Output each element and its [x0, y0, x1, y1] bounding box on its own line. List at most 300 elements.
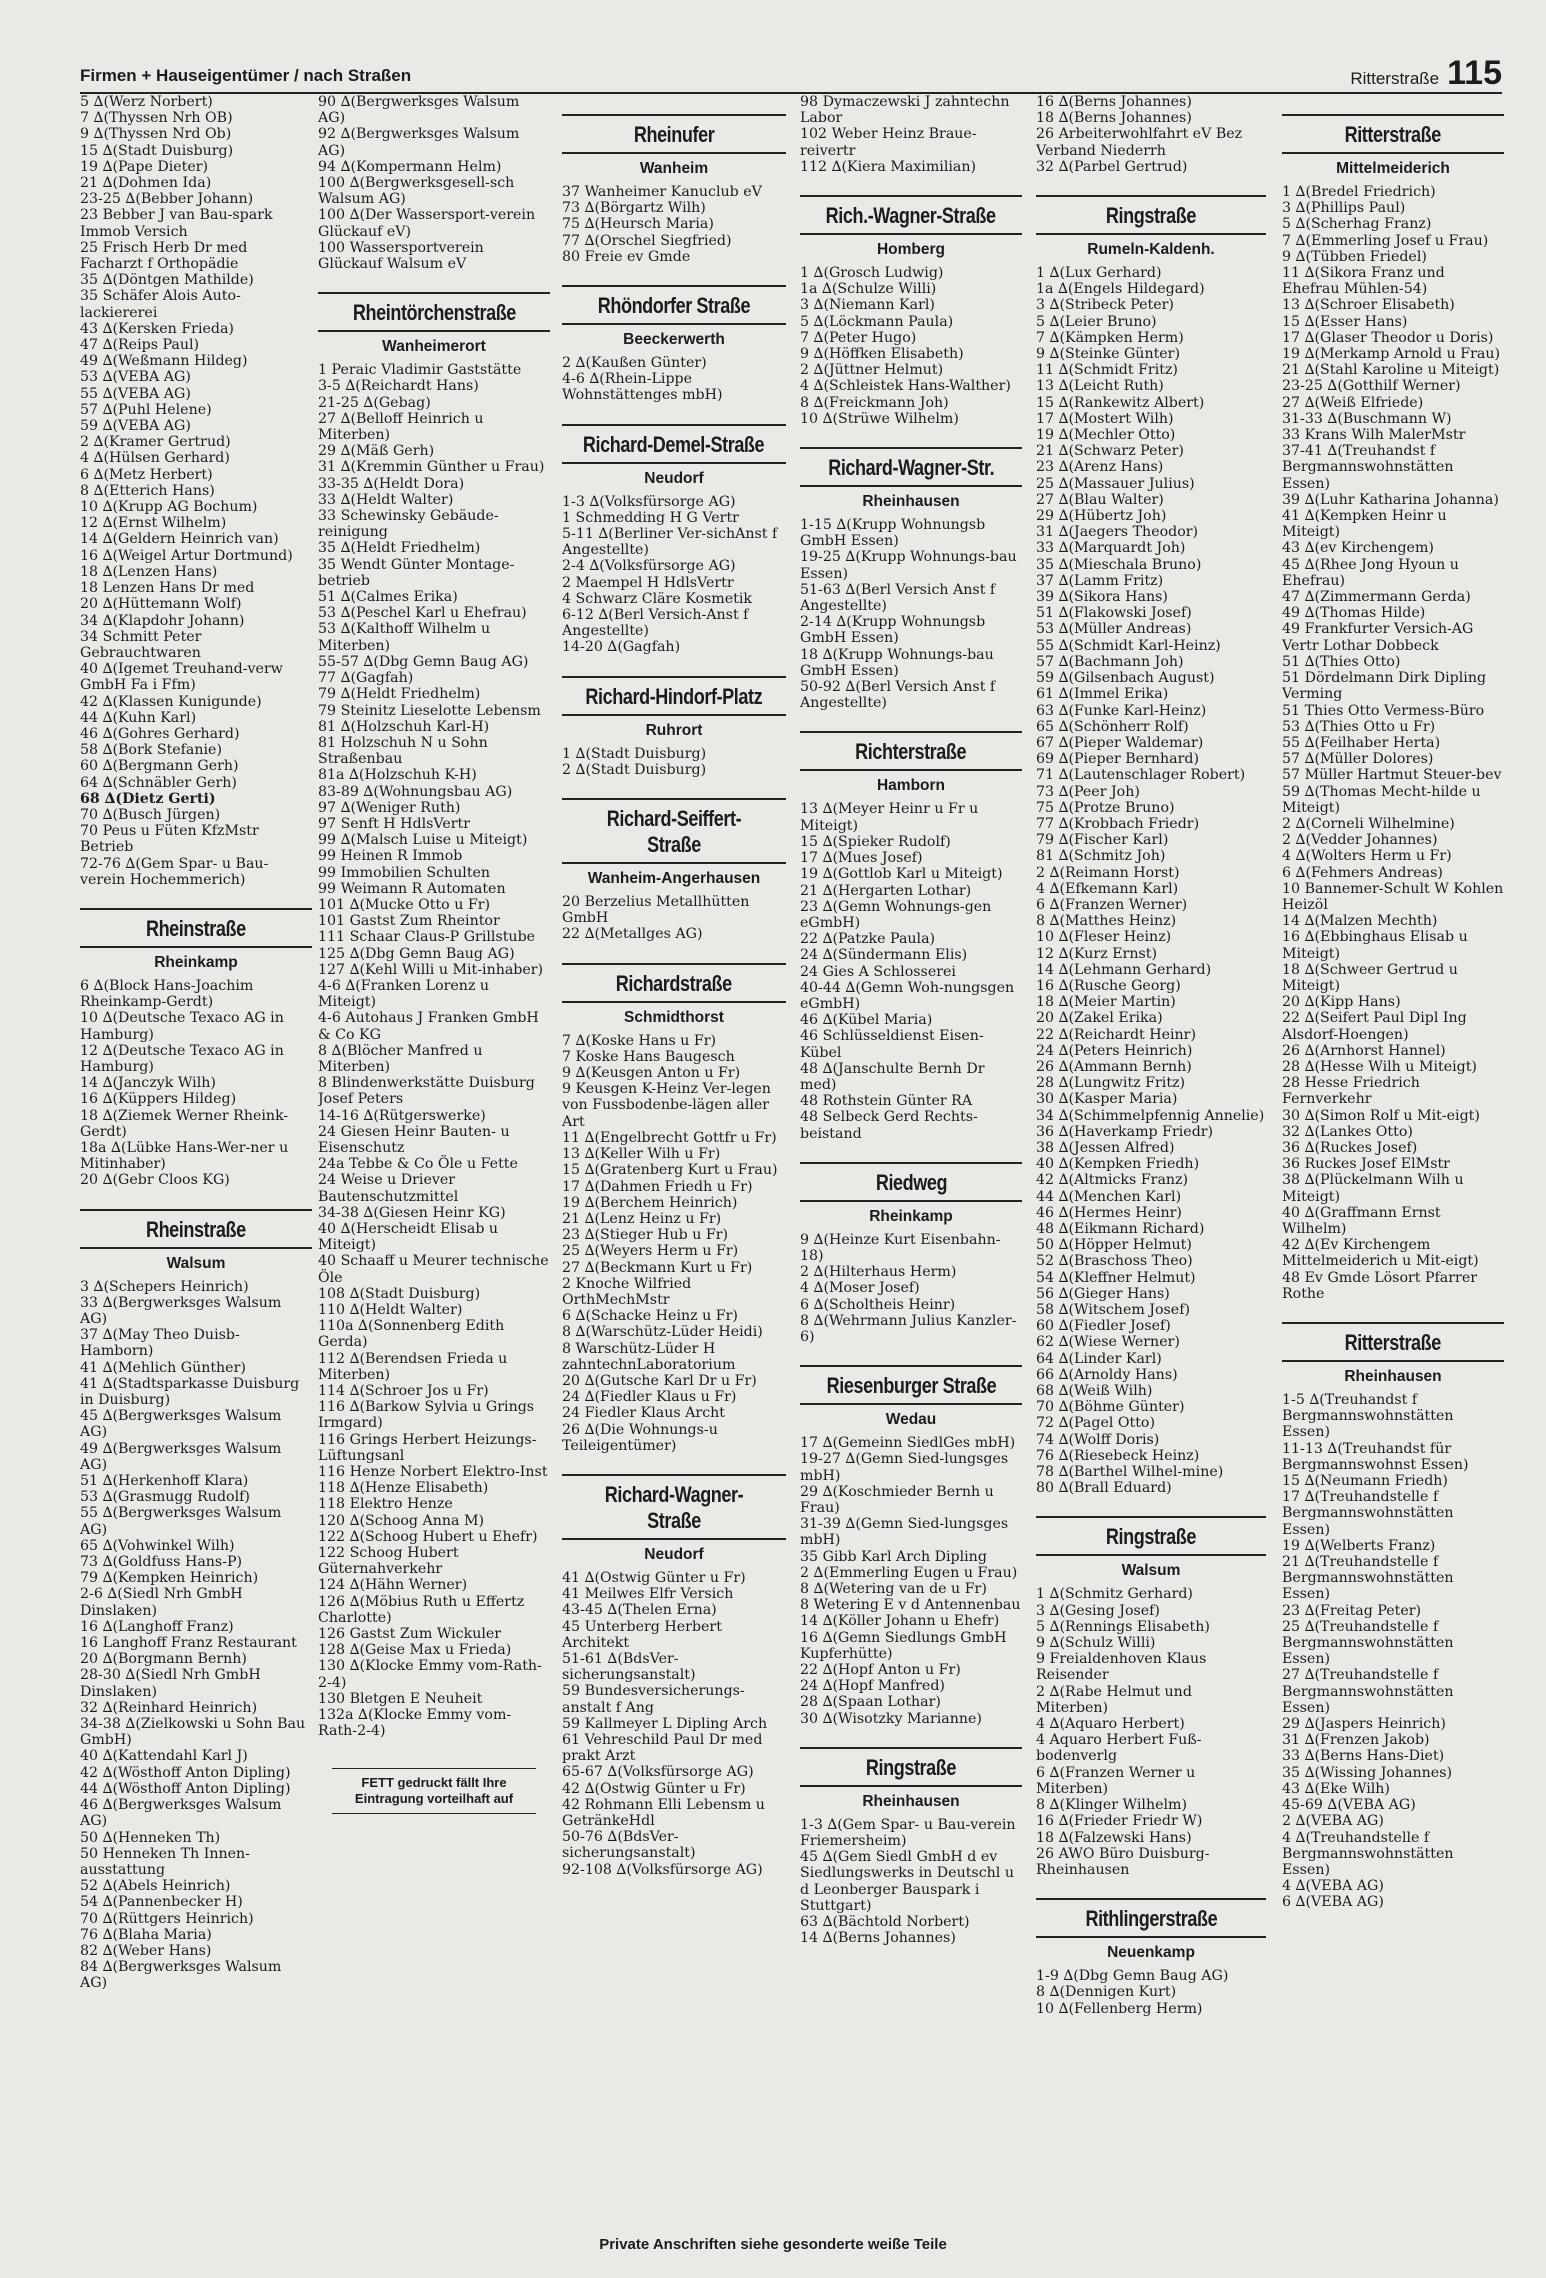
directory-entry: 41 ∆(Mehlich Günther): [80, 1359, 246, 1376]
street-heading: [562, 676, 786, 716]
directory-entry: 9 ∆(Thyssen Nrd Ob): [80, 126, 232, 143]
directory-entry: 19 ∆(Pape Dieter): [80, 158, 209, 175]
directory-entry: 55 ∆(Bergwerksges Walsum AG): [80, 1505, 282, 1538]
directory-entry: 30 ∆(Wisotzky Marianne): [800, 1710, 982, 1727]
directory-entry: 77 ∆(Gagfah): [318, 670, 414, 687]
directory-entry: 48 ∆(Eikmann Richard): [1036, 1221, 1205, 1237]
directory-entry: 132a ∆(Klocke Emmy vom-Rath-2-4): [318, 1707, 512, 1740]
district-heading: Neuenkamp: [1107, 1944, 1195, 1962]
directory-entry: 19-25 ∆(Krupp Wohnungs-bau Essen): [800, 549, 1017, 582]
directory-entry: 61 ∆(Immel Erika): [1036, 686, 1169, 703]
street-heading: [1036, 1898, 1266, 1938]
street-heading: [800, 731, 1022, 771]
district-heading: Walsum: [166, 1254, 226, 1272]
directory-entry: 37 Wanheimer Kanuclub eV: [562, 184, 762, 200]
directory-entry: 30 ∆(Kasper Maria): [1036, 1091, 1178, 1108]
directory-entry: 12 ∆(Deutsche Texaco AG in Hamburg): [80, 1042, 284, 1075]
directory-entry: 70 ∆(Rüttgers Heinrich): [80, 1910, 254, 1927]
directory-entry: 40-44 ∆(Gemn Woh-nungsgen eGmbH): [800, 979, 1015, 1012]
directory-entry: 55 ∆(Feilhaber Herta): [1282, 734, 1441, 751]
directory-entry: 2-14 ∆(Krupp Wohnungsb GmbH Essen): [800, 614, 986, 647]
directory-entry: 110 ∆(Heldt Walter): [318, 1302, 463, 1319]
directory-entry: 2 Knoche Wilfried OrthMechMstr: [562, 1275, 692, 1308]
directory-entry: 70 ∆(Böhme Günter): [1036, 1399, 1185, 1416]
directory-entry: 46 Schlüsseldienst Eisen-Kübel: [800, 1028, 984, 1061]
directory-entry: 21-25 ∆(Gebag): [318, 394, 431, 411]
directory-entry: 14-16 ∆(Rütgerswerke): [318, 1107, 486, 1124]
directory-entry: 80 Freie ev Gmde: [562, 248, 691, 265]
directory-entry: 45 Unterberg Herbert Architekt: [562, 1618, 722, 1651]
directory-entry: 81 ∆(Holzschuh Karl-H): [318, 718, 490, 735]
directory-entry: 53 ∆(Müller Andreas): [1036, 621, 1192, 638]
directory-entry: 116 Grings Herbert Heizungs-Lüftungsanl: [318, 1431, 537, 1464]
district-heading: Neudorf: [644, 469, 704, 487]
directory-entry: 1-15 ∆(Krupp Wohnungsb GmbH Essen): [800, 517, 986, 550]
directory-entry: 126 ∆(Möbius Ruth u Effertz Charlotte): [318, 1593, 525, 1626]
directory-entry: 16 Langhoff Franz Restaurant: [80, 1635, 297, 1652]
directory-entry: 17 ∆(Mostert Wilh): [1036, 410, 1174, 427]
directory-entry: 33 ∆(Heldt Walter): [318, 491, 454, 508]
directory-entry: 7 ∆(Kämpken Herm): [1036, 329, 1184, 346]
directory-entry: 14 ∆(Berns Johannes): [800, 1930, 956, 1947]
directory-entry: 46 ∆(Kübel Maria): [800, 1012, 933, 1029]
directory-entry: 28 ∆(Lungwitz Fritz): [1036, 1075, 1186, 1092]
directory-entry: 40 ∆(Kattendahl Karl J): [80, 1748, 248, 1765]
directory-entry: 18 ∆(Falzewski Hans): [1036, 1829, 1192, 1846]
directory-entry: 41 Meilwes Elfr Versich: [562, 1586, 734, 1603]
street-name: Ritterstraße: [1344, 1330, 1442, 1356]
district-heading: Wanheimerort: [382, 338, 486, 356]
directory-entry: 69 ∆(Pieper Bernhard): [1036, 751, 1199, 768]
directory-entry: 24 ∆(Sündermann Elis): [800, 947, 968, 964]
directory-entry: 25 ∆(Massauer Julius): [1036, 475, 1195, 492]
directory-entry: 108 ∆(Stadt Duisburg): [318, 1285, 481, 1302]
directory-entry: 1a ∆(Engels Hildegard): [1036, 281, 1205, 298]
directory-entry: 36 Ruckes Josef ElMstr: [1282, 1156, 1450, 1173]
directory-entry: 10 Bannemer-Schult W Kohlen Heizöl: [1282, 880, 1504, 913]
directory-entry: 45-69 ∆(VEBA AG): [1282, 1797, 1416, 1814]
directory-entry: 118 Elektro Henze: [318, 1496, 453, 1513]
directory-entry: 13 ∆(Meyer Heinr u Fr u Miteigt): [800, 801, 979, 834]
directory-entry: 51-63 ∆(Berl Versich Anst f Angestellte): [800, 581, 996, 615]
directory-entry: 10 ∆(Krupp AG Bochum): [80, 499, 258, 516]
directory-entry: 29 ∆(Jaspers Heinrich): [1282, 1716, 1446, 1733]
directory-entry: 81 Holzschuh N u Sohn Straßenbau: [318, 734, 488, 768]
directory-entry: 2 Maempel H HdlsVertr: [562, 574, 734, 591]
directory-entry: 28 Hesse Friedrich Fernverkehr: [1282, 1075, 1420, 1108]
directory-entry: 79 ∆(Fischer Karl): [1036, 832, 1169, 849]
directory-entry: 50 Henneken Th Innen-ausstattung: [80, 1845, 250, 1878]
directory-entry: 10 ∆(Deutsche Texaco AG in Hamburg): [80, 1010, 284, 1043]
directory-entry: 35 Schäfer Alois Auto-lackiererei: [80, 288, 241, 321]
directory-entry: 5 ∆(Leier Bruno): [1036, 313, 1157, 330]
directory-entry: 35 ∆(Wissing Johannes): [1282, 1764, 1453, 1781]
directory-entry: 2 ∆(Emmerling Eugen u Frau): [800, 1564, 1018, 1581]
directory-entry: 14 ∆(Köller Johann u Ehefr): [800, 1613, 1000, 1630]
directory-entry: 59 ∆(Thomas Mecht-hilde u Miteigt): [1282, 783, 1481, 816]
directory-entry: 23 Bebber J van Bau-spark Immob Versich: [80, 207, 273, 240]
street-name: Richard-Wagner-Str.: [828, 455, 994, 481]
street-name: Rheinstraße: [146, 1216, 246, 1242]
directory-entry: 57 ∆(Bachmann Joh): [1036, 653, 1184, 670]
directory-entry: 72 ∆(Pagel Otto): [1036, 1415, 1156, 1432]
directory-entry: 1 Peraic Vladimir Gaststätte: [318, 362, 522, 379]
directory-entry: 47 ∆(Zimmermann Gerda): [1282, 589, 1471, 606]
directory-entry: 35 Gibb Karl Arch Dipling: [800, 1548, 987, 1565]
directory-entry: 2-6 ∆(Siedl Nrh GmbH Dinslaken): [80, 1586, 243, 1619]
header-street: Ritterstraße: [1350, 69, 1440, 88]
directory-entry: 76 ∆(Riesebeck Heinz): [1036, 1447, 1200, 1464]
directory-entry: 25 ∆(Treuhandstelle f Bergmannswohnstätten Essen): [1282, 1618, 1454, 1668]
district-heading: Hamborn: [876, 777, 946, 795]
directory-entry: 37 ∆(May Theo Duisb-Hamborn): [80, 1327, 240, 1360]
directory-entry: 15 ∆(Esser Hans): [1282, 313, 1408, 330]
street-name: Rheinufer: [633, 122, 715, 147]
street-name: Ringstraße: [1105, 1524, 1197, 1550]
street-heading: [562, 424, 786, 464]
directory-entry: 6 ∆(Metz Herbert): [80, 466, 213, 483]
directory-entry: 72-76 ∆(Gem Spar- u Bau-verein Hochemmerich): [80, 855, 269, 888]
street-heading: [562, 798, 786, 864]
directory-entry: 44 ∆(Menchen Karl): [1036, 1188, 1182, 1205]
directory-entry: 100 ∆(Der Wassersport-verein Glückauf eV): [318, 207, 536, 240]
directory-entry: 51 ∆(Flakowski Josef): [1036, 605, 1192, 622]
directory-entry: 43 ∆(Eke Wilh): [1282, 1780, 1390, 1797]
district-heading: Wedau: [885, 1411, 937, 1429]
directory-entry: 16 ∆(Berns Johannes): [1036, 94, 1192, 110]
directory-entry: 1a ∆(Schulze Willi): [800, 281, 937, 298]
directory-entry: 40 ∆(Herscheidt Elisab u Miteigt): [318, 1221, 499, 1254]
directory-entry: 5 ∆(Werz Norbert): [80, 94, 213, 110]
directory-entry: 125 ∆(Dbg Gemn Baug AG): [318, 945, 515, 962]
district-heading: Walsum: [1121, 1562, 1181, 1580]
directory-entry: 22 ∆(Reichardt Heinr): [1036, 1026, 1196, 1043]
directory-entry: 4 ∆(VEBA AG): [1282, 1878, 1384, 1895]
directory-entry: 1 ∆(Bredel Friedrich): [1282, 184, 1436, 200]
directory-entry: 120 ∆(Schoog Anna M): [318, 1512, 485, 1529]
directory-entry: 50 ∆(Höpper Helmut): [1036, 1237, 1192, 1254]
column-3: [562, 94, 786, 2194]
directory-entry: 9 ∆(Höffken Elisabeth): [800, 346, 964, 363]
street-heading: [800, 1365, 1022, 1405]
directory-entry: 11 ∆(Engelbrecht Gottfr u Fr): [562, 1129, 777, 1146]
directory-entry: 62 ∆(Wiese Werner): [1036, 1334, 1180, 1351]
directory-entry: 42 ∆(Ostwig Günter u Fr): [562, 1780, 746, 1797]
header-running-title: [1350, 56, 1502, 92]
directory-entry: 54 ∆(Kleffner Helmut): [1036, 1269, 1196, 1286]
directory-entry: 94 ∆(Kompermann Helm): [318, 158, 502, 175]
directory-entry: 15 ∆(Gratenberg Kurt u Frau): [562, 1162, 778, 1179]
street-heading: [1036, 1516, 1266, 1556]
directory-entry: 8 Warschütz-Lüder H zahntechnLaboratorium: [562, 1340, 736, 1373]
street-name: Rhöndorfer Straße: [597, 293, 751, 319]
directory-entry: 64 ∆(Schnäbler Gerh): [80, 774, 237, 791]
directory-entry: 9 Keusgen K-Heinz Ver-legen von Fussbodenbe-lägen aller Art: [562, 1081, 771, 1130]
directory-entry: 99 Heinen R Immob: [318, 848, 463, 865]
street-name: Ringstraße: [1105, 203, 1197, 229]
directory-entry: 9 Freialdenhoven Klaus Reisender: [1036, 1651, 1207, 1684]
directory-entry: 32 ∆(Lankes Otto): [1282, 1123, 1413, 1140]
directory-entry: 59 ∆(Gilsenbach August): [1036, 670, 1215, 687]
directory-entry: 13 ∆(Leicht Ruth): [1036, 378, 1164, 395]
directory-entry: 3 ∆(Gesing Josef): [1036, 1602, 1160, 1619]
district-heading: Beeckerwerth: [623, 331, 725, 349]
directory-entry: 8 Blindenwerkstätte Duisburg Josef Peters: [318, 1075, 535, 1108]
directory-entry: 78 ∆(Barthel Wilhel-mine): [1036, 1464, 1224, 1481]
page-header: [80, 52, 1502, 94]
directory-entry: 5 ∆(Rennings Elisabeth): [1036, 1618, 1210, 1635]
directory-entry: 37 ∆(Lamm Fritz): [1036, 572, 1164, 589]
directory-entry: 65 ∆(Schönherr Rolf): [1036, 718, 1189, 735]
directory-entry: 122 ∆(Schoog Hubert u Ehefr): [318, 1528, 538, 1545]
district-heading: Rheinkamp: [869, 1207, 953, 1225]
directory-entry: 33-35 ∆(Heldt Dora): [318, 475, 465, 492]
directory-entry: 20 ∆(Zakel Erika): [1036, 1010, 1163, 1027]
directory-entry: 32 ∆(Reinhard Heinrich): [80, 1699, 258, 1716]
directory-entry: 124 ∆(Hähn Werner): [318, 1577, 468, 1594]
directory-entry: 18 ∆(Ziemek Werner Rheink-Gerdt): [80, 1107, 289, 1140]
directory-entry: 51 Dördelmann Dirk Dipling Verming: [1282, 670, 1487, 703]
directory-entry: 20 ∆(Kipp Hans): [1282, 994, 1401, 1011]
directory-entry: 7 ∆(Thyssen Nrh OB): [80, 110, 233, 127]
directory-entry: 8 ∆(Warschütz-Lüder Heidi): [562, 1324, 763, 1341]
directory-entry: 60 ∆(Fiedler Josef): [1036, 1318, 1171, 1335]
directory-entry: 81a ∆(Holzschuh K-H): [318, 767, 477, 784]
directory-entry: 9 ∆(Keusgen Anton u Fr): [562, 1065, 741, 1082]
directory-entry: 24 Gies A Schlosserei: [800, 963, 956, 980]
directory-entry: 8 ∆(Etterich Hans): [80, 482, 215, 499]
directory-entry: 7 ∆(Koske Hans u Fr): [562, 1032, 717, 1049]
directory-entry: 41 ∆(Kempken Heinr u Miteigt): [1282, 508, 1447, 541]
directory-entry: 49 Frankfurter Versich-AG Vertr Lothar Dobbeck: [1282, 621, 1474, 654]
directory-entry: 83-89 ∆(Wohnungsbau AG): [318, 783, 513, 800]
directory-entry: 28-30 ∆(Siedl Nrh GmbH Dinslaken): [80, 1667, 261, 1700]
directory-entry: 65-67 ∆(Volksfürsorge AG): [562, 1764, 754, 1781]
directory-entry: 40 ∆(Igemet Treuhand-verw GmbH Fa i Ffm): [80, 661, 283, 694]
directory-entry: 2 ∆(Jüttner Helmut): [800, 362, 944, 379]
directory-entry: 70 Peus u Füten KfzMstr Betrieb: [80, 823, 259, 856]
directory-entry: 33 Krans Wilh MalerMstr: [1282, 427, 1466, 444]
directory-entry: 42 ∆(Ev Kirchengem Mittelmeiderich u Mit-eigt): [1282, 1237, 1479, 1270]
directory-entry: 57 ∆(Müller Dolores): [1282, 751, 1434, 768]
directory-entry: 26 ∆(Arnhorst Hannel): [1282, 1042, 1446, 1059]
district-heading: Homberg: [876, 241, 946, 259]
directory-entry: 59 Kallmeyer L Dipling Arch: [562, 1715, 768, 1732]
district-heading: Rheinhausen: [862, 493, 960, 511]
directory-entry: 11 ∆(Schmidt Fritz): [1036, 362, 1178, 379]
street-heading: [562, 1474, 786, 1540]
directory-entry: 2 ∆(Stadt Duisburg): [562, 761, 707, 778]
directory-entry: 101 Gastst Zum Rheintor: [318, 913, 500, 930]
directory-entry: 24 ∆(Peters Heinrich): [1036, 1042, 1193, 1059]
directory-entry: 1 ∆(Schmitz Gerhard): [1036, 1586, 1193, 1603]
directory-entry: 14 ∆(Lehmann Gerhard): [1036, 961, 1212, 978]
directory-entry: 47 ∆(Reips Paul): [80, 337, 200, 354]
directory-entry: 21 ∆(Dohmen Ida): [80, 175, 212, 192]
directory-entry: 9 ∆(Steinke Günter): [1036, 346, 1180, 363]
directory-entry: 8 ∆(Blöcher Manfred u Miterben): [318, 1042, 483, 1075]
directory-entry: 130 Bletgen E Neuheit: [318, 1690, 483, 1707]
directory-entry: 21 ∆(Stahl Karoline u Miteigt): [1282, 362, 1500, 379]
directory-entry: 24 Giesen Heinr Bauten- u Eisenschutz: [318, 1123, 510, 1156]
street-heading: [1282, 1322, 1504, 1362]
street-name: Richterstraße: [855, 739, 967, 765]
directory-entry: 16 ∆(Ebbinghaus Elisab u Miteigt): [1282, 929, 1468, 962]
directory-entry: 40 Schaaff u Meurer technische Öle: [318, 1253, 549, 1286]
page-footer: Private Anschriften siehe gesonderte weiße Teile: [599, 2236, 947, 2253]
directory-entry: 9 ∆(Schulz Willi): [1036, 1635, 1156, 1652]
directory-entry: 42 ∆(Wösthoff Anton Dipling): [80, 1764, 291, 1781]
directory-entry: 126 Gastst Zum Wickuler: [318, 1626, 502, 1643]
directory-entry: 16 ∆(Weigel Artur Dortmund): [80, 547, 293, 564]
directory-entry: 31 ∆(Kremmin Günther u Frau): [318, 459, 545, 476]
directory-entry: 1 ∆(Grosch Ludwig): [800, 265, 944, 282]
directory-entry: 73 ∆(Peer Joh): [1036, 783, 1140, 800]
directory-entry: 51 Thies Otto Vermess-Büro: [1282, 702, 1485, 719]
page-number: 115: [1447, 54, 1502, 92]
directory-entry: 51 ∆(Calmes Erika): [318, 589, 458, 606]
directory-entry: 102 Weber Heinz Braue-reivertr: [800, 126, 977, 159]
directory-entry: 49 ∆(Bergwerksges Walsum AG): [80, 1440, 282, 1473]
directory-entry: 99 Weimann R Automaten: [318, 880, 506, 897]
directory-entry: 42 ∆(Altmicks Franz): [1036, 1172, 1189, 1189]
directory-entry: 100 Wassersportverein Glückauf Walsum eV: [318, 239, 484, 273]
directory-entry: 15 ∆(Stadt Duisburg): [80, 142, 234, 159]
directory-entry: 66 ∆(Arnoldy Hans): [1036, 1366, 1178, 1383]
street-heading: [318, 292, 550, 332]
directory-entry: 6 ∆(Schacke Heinz u Fr): [562, 1308, 738, 1325]
directory-entry: 14-20 ∆(Gagfah): [562, 639, 681, 656]
directory-entry: 16 ∆(Küppers Hildeg): [80, 1091, 237, 1108]
directory-entry: 79 ∆(Heldt Friedhelm): [318, 686, 481, 703]
street-heading: [800, 447, 1022, 487]
directory-entry: 68 ∆(Dietz Gerti): [80, 790, 216, 807]
directory-entry: 26 AWO Büro Duisburg-Rheinhausen: [1036, 1845, 1210, 1878]
directory-entry: 1 Schmedding H G Vertr: [562, 509, 739, 526]
directory-entry: 7 Koske Hans Baugesch: [562, 1048, 735, 1065]
directory-entry: 52 ∆(Abels Heinrich): [80, 1878, 231, 1895]
directory-entry: 6 ∆(Block Hans-Joachim Rheinkamp-Gerdt): [80, 977, 254, 1011]
directory-entry: 3 ∆(Stribeck Peter): [1036, 297, 1174, 314]
directory-entry: 18 ∆(Lenzen Hans): [80, 563, 218, 580]
directory-entry: 34 ∆(Schimmelpfennig Annelie): [1036, 1107, 1265, 1124]
directory-entry: 29 ∆(Hübertz Joh): [1036, 508, 1167, 525]
directory-entry: 5 ∆(Löckmann Paula): [800, 313, 954, 330]
directory-entry: 20 Berzelius Metallhütten GmbH: [562, 894, 750, 927]
directory-entry: 2 ∆(Reimann Horst): [1036, 864, 1180, 881]
directory-entry: 8 Wetering E v d Antennenbau: [800, 1597, 1021, 1614]
directory-entry: 4 ∆(Schleistek Hans-Walther): [800, 378, 1011, 395]
district-heading: Rumeln-Kaldenh.: [1087, 241, 1215, 259]
directory-entry: 79 Steinitz Lieselotte Lebensm: [318, 702, 541, 719]
directory-entry: 2 ∆(Vedder Johannes): [1282, 832, 1438, 849]
street-name: Richard-Hindorf-Platz: [585, 683, 763, 709]
directory-entry: 18 ∆(Schweer Gertrud u Miteigt): [1282, 961, 1458, 994]
directory-entry: 73 ∆(Börgartz Wilh): [562, 200, 706, 217]
directory-entry: 23 ∆(Arenz Hans): [1036, 459, 1164, 476]
directory-entry: 46 ∆(Bergwerksges Walsum AG): [80, 1797, 282, 1830]
directory-entry: 63 ∆(Funke Karl-Heinz): [1036, 702, 1207, 719]
directory-entry: 5-11 ∆(Berliner Ver-sichAnst f Angestellte): [562, 526, 778, 559]
directory-entry: 21 ∆(Lenz Heinz u Fr): [562, 1210, 722, 1227]
directory-entry: 38 ∆(Plückelmann Wilh u Miteigt): [1282, 1172, 1464, 1205]
directory-entry: 12 ∆(Kurz Ernst): [1036, 945, 1157, 962]
directory-entry: 51 ∆(Thies Otto): [1282, 653, 1401, 670]
directory-entry: 6 ∆(Scholtheis Heinr): [800, 1296, 956, 1313]
directory-entry: 18 Lenzen Hans Dr med: [80, 580, 255, 597]
directory-entry: 84 ∆(Bergwerksges Walsum AG): [80, 1959, 282, 1992]
directory-entry: 9 ∆(Tübben Friedel): [1282, 248, 1427, 265]
directory-entry: 20 ∆(Hüttemann Wolf): [80, 596, 242, 613]
directory-entry: 10 ∆(Fellenberg Herm): [1036, 2000, 1203, 2017]
directory-entry: 9 ∆(Heinze Kurt Eisenbahn-18): [800, 1231, 1001, 1264]
directory-entry: 23-25 ∆(Gotthilf Werner): [1282, 378, 1461, 395]
directory-entry: 127 ∆(Kehl Willi u Mit-inhaber): [318, 961, 544, 978]
directory-entry: 17 ∆(Treuhandstelle f Bergmannswohnstätten Essen): [1282, 1489, 1454, 1538]
directory-entry: 68 ∆(Weiß Wilh): [1036, 1383, 1153, 1400]
street-name: Rheinstraße: [146, 915, 246, 941]
street-heading: [1282, 114, 1504, 154]
directory-entry: 18 ∆(Krupp Wohnungs-bau GmbH Essen): [800, 646, 994, 679]
directory-entry: 4-6 ∆(Rhein-Lippe Wohnstättenges mbH): [562, 371, 723, 404]
directory-entry: 31 ∆(Frenzen Jakob): [1282, 1732, 1430, 1749]
directory-entry: 27 ∆(Weiß Elfriede): [1282, 394, 1424, 411]
directory-entry: 54 ∆(Pannenbecker H): [80, 1894, 243, 1911]
directory-entry: 70 ∆(Busch Jürgen): [80, 806, 221, 823]
street-name: Ritterstraße: [1344, 122, 1442, 147]
directory-entry: 37-41 ∆(Treuhandst f Bergmannswohnstätten Essen): [1282, 443, 1454, 492]
directory-entry: 44 ∆(Wösthoff Anton Dipling): [80, 1780, 291, 1797]
directory-entry: 51-61 ∆(BdsVer-sicherungsanstalt): [562, 1650, 696, 1684]
street-name: Richard-Wagner-Straße: [604, 1481, 744, 1533]
directory-entry: 58 ∆(Witschem Josef): [1036, 1302, 1190, 1319]
directory-entry: 10 ∆(Fleser Heinz): [1036, 929, 1172, 946]
directory-entry: 74 ∆(Wolff Doris): [1036, 1431, 1160, 1448]
directory-entry: 30 ∆(Simon Rolf u Mit-eigt): [1282, 1107, 1480, 1124]
directory-entry: 38 ∆(Jessen Alfred): [1036, 1139, 1175, 1156]
street-heading: [80, 1209, 312, 1249]
directory-entry: 3 ∆(Schepers Heinrich): [80, 1278, 249, 1295]
directory-entry: 24 Fiedler Klaus Archt: [562, 1405, 725, 1422]
directory-entry: 19 ∆(Merkamp Arnold u Frau): [1282, 346, 1501, 363]
street-name: Riesenburger Straße: [826, 1373, 996, 1399]
directory-entry: 13 ∆(Schroer Elisabeth): [1282, 297, 1455, 314]
directory-entry: 26 ∆(Die Wohnungs-u Teileigentümer): [562, 1421, 718, 1454]
directory-entry: 51 ∆(Herkenhoff Klara): [80, 1473, 249, 1490]
directory-entry: 24 ∆(Fiedler Klaus u Fr): [562, 1389, 737, 1406]
district-heading: Rheinhausen: [1344, 1368, 1442, 1386]
directory-entry: 110a ∆(Sonnenberg Edith Gerda): [318, 1318, 505, 1351]
directory-entry: 8 ∆(Klinger Wilhelm): [1036, 1797, 1188, 1814]
directory-entry: 25 ∆(Weyers Herm u Fr): [562, 1243, 739, 1260]
directory-entry: 19 ∆(Mechler Otto): [1036, 427, 1176, 444]
directory-entry: 53 ∆(Grasmugg Rudolf): [80, 1489, 250, 1506]
directory-entry: 28 ∆(Spaan Lothar): [800, 1694, 941, 1711]
directory-entry: 41 ∆(Ostwig Günter u Fr): [562, 1569, 746, 1586]
directory-entry: 6 ∆(Franzen Werner): [1036, 896, 1188, 913]
directory-entry: 41 ∆(Stadtsparkasse Duisburg in Duisburg): [80, 1375, 300, 1409]
directory-entry: 31-39 ∆(Gemn Sied-lungsges mbH): [800, 1516, 1009, 1549]
directory-entry: 44 ∆(Kuhn Karl): [80, 709, 197, 726]
directory-entry: 23 ∆(Gemn Wohnungs-gen eGmbH): [800, 898, 992, 931]
directory-entry: 79 ∆(Kempken Heinrich): [80, 1570, 259, 1587]
directory-entry: 90 ∆(Bergwerksges Walsum AG): [318, 94, 520, 127]
directory-entry: 8 ∆(Matthes Heinz): [1036, 913, 1177, 930]
header-section-title: Firmen + Hauseigentümer / nach Straßen: [80, 66, 412, 85]
directory-entry: 12 ∆(Ernst Wilhelm): [80, 515, 227, 532]
directory-entry: 43 ∆(ev Kirchengem): [1282, 540, 1434, 557]
directory-entry: 58 ∆(Bork Stefanie): [80, 742, 222, 759]
